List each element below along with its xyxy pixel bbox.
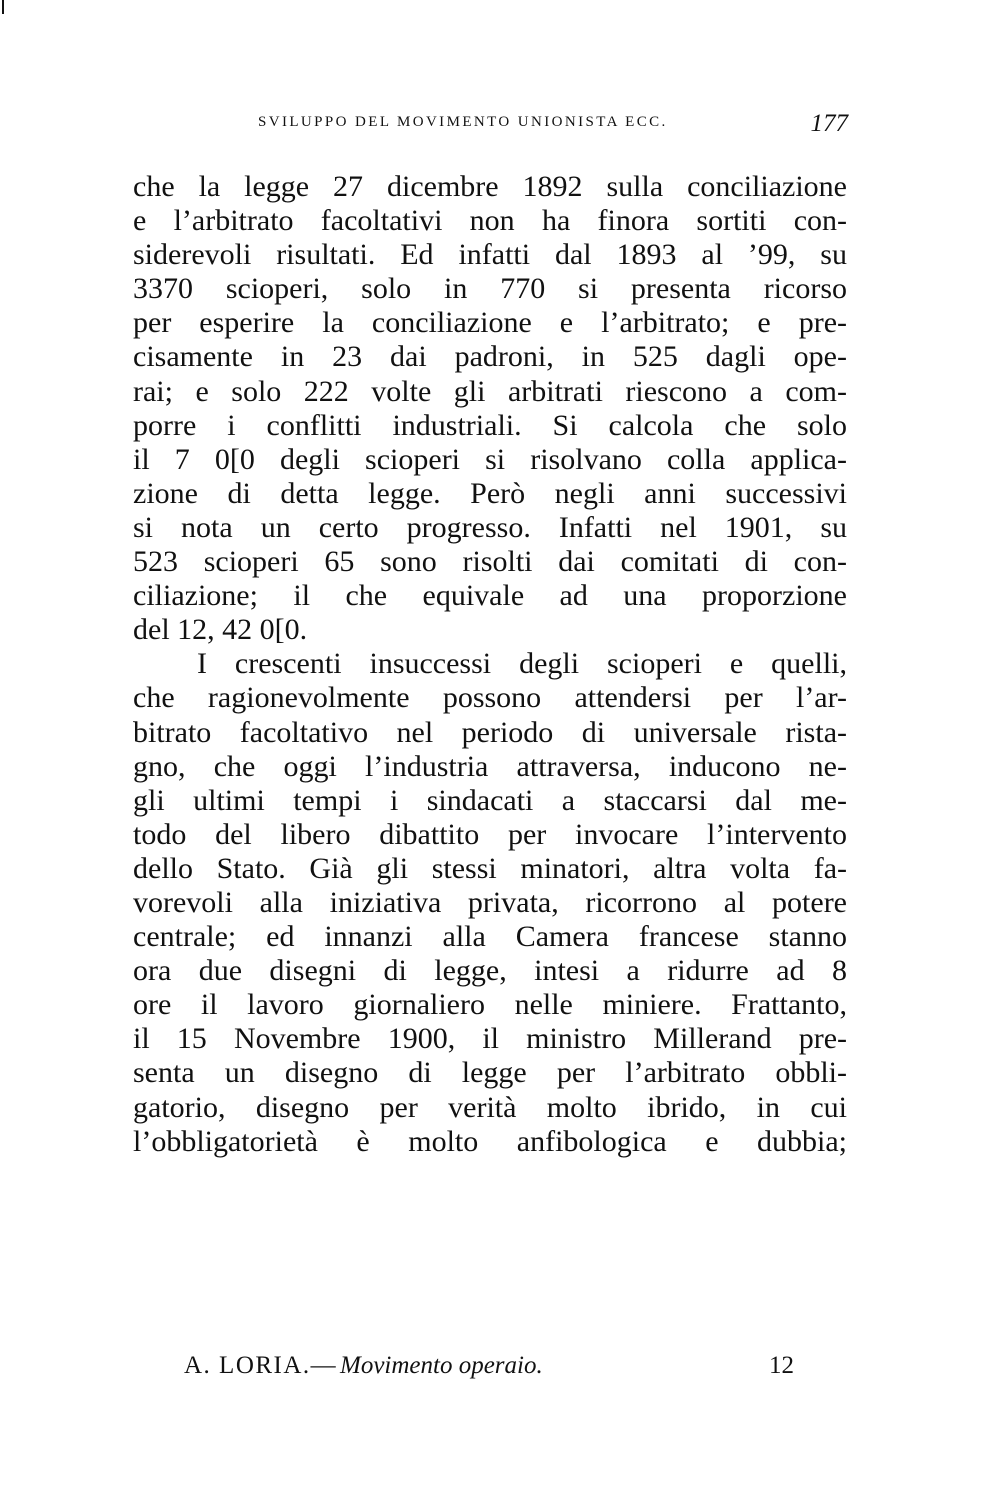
signature-footer [184, 1352, 794, 1386]
text-line: zione di detta legge. Però negli anni successivi [133, 476, 847, 510]
text-line: che la legge 27 dicembre 1892 sulla conciliazione [133, 170, 847, 203]
text-line: ora due disegni di legge, intesi a ridurre ad 8 [133, 954, 847, 988]
page-edge-mark [2, 0, 4, 14]
text-line: il 15 Novembre 1900, il ministro Millerand pre- [133, 1022, 847, 1056]
text-line: siderevoli risultati. Ed infatti dal 1893 al ’99, su [133, 238, 847, 272]
text-line: l’obbligatorietà è molto anfibologica e dubbia; [133, 1124, 847, 1158]
paragraph-start-line: I crescenti insuccessi degli scioperi e quelli, [197, 647, 847, 681]
body-text [133, 170, 847, 1159]
text-line: todo del libero dibattito per invocare l’intervento [133, 817, 847, 851]
text-line: ore il lavoro giornaliero nelle miniere. Frattanto, [133, 988, 847, 1022]
running-head [258, 110, 848, 144]
text-line: e l’arbitrato facoltativi non ha finora sortiti con- [133, 204, 847, 238]
page-number: 177 [810, 110, 848, 137]
text-line: gno, che oggi l’industria attraversa, inducono ne- [133, 749, 847, 783]
text-line: 3370 scioperi, solo in 770 si presenta ricorso [133, 272, 847, 306]
text-line: ciliazione; il che equivale ad una proporzione [133, 579, 847, 613]
text-line: che ragionevolmente possono attendersi per l’ar- [133, 681, 847, 715]
text-line: bitrato facoltativo nel periodo di universale rista- [133, 715, 847, 749]
footer-title: Movimento operaio. [340, 1352, 543, 1379]
running-title: SVILUPPO DEL MOVIMENTO UNIONISTA ECC. [258, 114, 668, 130]
text-line: gli ultimi tempi i sindacati a staccarsi dal me- [133, 783, 847, 817]
text-line: porre i conflitti industriali. Si calcola che solo [133, 408, 847, 442]
text-line: 523 scioperi 65 sono risolti dai comitati di con- [133, 545, 847, 579]
text-line: senta un disegno di legge per l’arbitrato obbli- [133, 1056, 847, 1090]
text-line: si nota un certo progresso. Infatti nel 1901, su [133, 510, 847, 544]
text-line: rai; e solo 222 volte gli arbitrati riescono a com- [133, 374, 847, 408]
printer-signature-mark: 12 [769, 1352, 794, 1379]
footer-author: A. LORIA.— [184, 1352, 338, 1379]
text-line: dello Stato. Già gli stessi minatori, altra volta fa- [133, 851, 847, 885]
text-line: del 12, 42 0[0. [133, 613, 308, 647]
text-line: il 7 0[0 degli scioperi si risolvano colla applica- [133, 442, 847, 476]
text-line: per esperire la conciliazione e l’arbitrato; e pre- [133, 306, 847, 340]
text-line: cisamente in 23 dai padroni, in 525 dagli ope- [133, 340, 847, 374]
text-line: vorevoli alla iniziativa privata, ricorrono al potere [133, 885, 847, 919]
text-line: centrale; ed innanzi alla Camera francese stanno [133, 920, 847, 954]
text-line: gatorio, disegno per verità molto ibrido, in cui [133, 1090, 847, 1124]
